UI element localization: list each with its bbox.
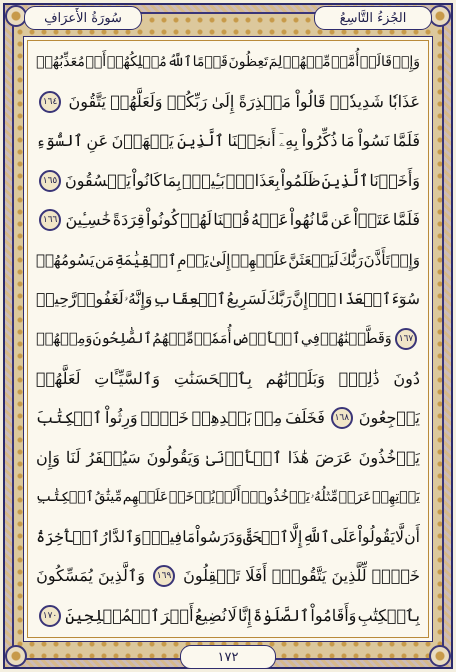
verse-word: عَرَضٞ	[338, 489, 372, 506]
verse-word: أَن	[404, 527, 420, 546]
verse-word: وَمِنۡهُمۡ	[36, 330, 93, 347]
verse-word: ذُكِّرُواْ	[301, 131, 338, 151]
verse-word: وَقَطَّعۡنَٰهُمۡ	[320, 330, 392, 347]
verse-word: ٱلۡمُصۡلِحِينَ	[65, 605, 160, 625]
verse-number-marker: ١٦٨	[331, 407, 353, 429]
verse-word: عَرَضَ	[314, 447, 353, 467]
verse-word: فِي	[300, 330, 320, 347]
verse-word: تَأَذَّنَ	[363, 250, 391, 269]
verse-line	[36, 124, 420, 158]
verse-word: رَبُّكَ	[339, 250, 364, 269]
verse-number-marker: ١٦٦	[39, 209, 61, 231]
verse-line	[36, 520, 420, 554]
verse-line	[36, 480, 420, 514]
verse-line	[36, 243, 420, 277]
verse-word: قِرَدَةً	[112, 210, 145, 230]
verse-word: بِٱلۡحَسَنَٰتِ	[173, 368, 252, 388]
verse-word: مُعَذِّبُهُمۡ	[36, 54, 85, 70]
verse-line	[36, 45, 420, 79]
verse-number-marker: ١٦٩	[153, 565, 175, 587]
verse-word: يَأۡتِهِمۡ	[372, 489, 420, 506]
verse-word: بَعۡدِهِمۡ	[191, 408, 252, 428]
verse-word: إِلَّا	[289, 527, 303, 546]
verse-word: مِّيثَٰقُ	[94, 489, 123, 506]
verse-word: ٱللَّهِ	[302, 527, 330, 546]
page-header	[24, 4, 432, 32]
verse-word: كَانُواْ	[131, 170, 162, 190]
verse-word: ٱللَّهُ	[167, 54, 192, 70]
verse-word: قُلۡنَا	[213, 210, 250, 230]
verse-word: وَٱلَّذِينَ	[97, 566, 145, 586]
verse-line	[36, 599, 420, 633]
verse-word: وَإِذۡ	[392, 54, 420, 70]
surah-name-label: سُورَةُ الأَعرَافِ	[24, 6, 142, 30]
verse-word: ٱلۡعِقَابِ	[152, 290, 227, 309]
verse-word: نُضِيعُ	[194, 605, 227, 625]
verse-word: قَالُواْ	[295, 91, 326, 111]
verse-word: مِّنۡهُمُ	[152, 330, 194, 347]
verse-word: رَبِّكُمۡ	[166, 91, 208, 111]
verse-word: وَإِنَّهُۥ	[124, 290, 153, 309]
verse-word: وَدَرَسُواْ	[195, 527, 243, 546]
verse-word: عَلَى	[330, 527, 358, 546]
verse-word: تَعۡقِلُونَ	[183, 566, 241, 586]
verse-word: بِمَا	[162, 170, 182, 190]
verse-word: ٱلصَّٰلِحُونَ	[92, 330, 153, 347]
verse-word: لَيَبۡعَثَنَّ	[288, 250, 339, 269]
verse-line	[36, 322, 420, 356]
verse-word: مُهۡلِكُهُمۡ	[106, 54, 167, 70]
verse-word: عَذَابٗا	[388, 91, 420, 111]
verse-word: مِّثۡلُهُۥ	[310, 489, 339, 506]
verse-word: أَجۡرَ	[161, 605, 194, 625]
verse-word: قَالَتۡ	[359, 54, 392, 70]
verse-word: بَـِٔيسِۭ	[182, 170, 225, 190]
juz-name-label: الجُزءُ التَّاسِعُ	[314, 6, 432, 30]
verse-word: أَلَمۡ	[215, 489, 241, 506]
verse-word: شَدِيدٗاۖ	[329, 91, 384, 111]
verse-word: بِٱلۡكِتَٰبِ	[357, 605, 420, 625]
verse-line	[36, 441, 420, 475]
verse-word: لَّا	[395, 527, 405, 546]
verse-word: قَوۡمًا	[192, 54, 228, 70]
verse-word: وَإِن	[36, 447, 60, 467]
verse-word: يَأۡخُذُوهُۚ	[241, 489, 310, 506]
verse-word: أُمَمٗاۖ	[194, 330, 232, 347]
verse-word: إِلَىٰ	[211, 91, 235, 111]
corner-ornament-icon	[429, 645, 451, 667]
verse-word: رَبَّكَ	[266, 290, 292, 309]
verse-word: لِمَ	[268, 54, 283, 70]
verse-word: وَأَخَذۡنَا	[369, 170, 420, 190]
verse-word: ٱلۡأَرۡضِ	[231, 330, 301, 347]
verse-word: يُؤۡخَذۡ	[168, 489, 216, 506]
verse-number-marker: ١٦٤	[39, 91, 61, 113]
verse-word: وَإِذۡ	[390, 250, 420, 269]
verse-word: لَسَرِيعُ	[226, 290, 267, 309]
verse-word: سَيُغۡفَرُ	[86, 447, 141, 467]
verse-line	[36, 559, 420, 593]
verse-word: وَلَعَلَّهُمۡ	[110, 91, 163, 111]
verse-word: لَعَلَّهُمۡ	[36, 368, 81, 388]
verse-word: مِنۢ	[254, 408, 283, 428]
verse-word: ٱلسُّوٓءِ	[36, 131, 83, 151]
verse-word: ٱلۡأَدۡنَىٰ	[205, 447, 282, 467]
verse-word: لَا	[227, 605, 237, 625]
verse-word: ٱلۡحَقَّ	[242, 527, 289, 546]
verse-word: عَتَوۡاْ	[353, 210, 392, 230]
verse-word: إِنَّا	[237, 605, 252, 625]
verse-word: لَنَا	[65, 447, 81, 467]
verse-word: خَيۡرٞ	[371, 566, 420, 586]
text-lines	[36, 45, 420, 633]
verse-word: إِنَّ	[292, 290, 308, 309]
verse-word: يَرۡجِعُونَ	[358, 408, 420, 428]
verse-word: ٱلۡكِتَٰبِ	[36, 489, 94, 506]
verse-word: مَعۡذِرَةً	[238, 91, 291, 111]
verse-word: مِّنۡهُمۡ	[282, 54, 331, 70]
verse-word: وَبَلَوۡنَٰهُم	[265, 368, 325, 388]
verse-word: عَلَيۡهِم	[122, 489, 169, 506]
verse-word: ٱلۡأٓخِرَةُ	[36, 527, 101, 546]
verse-word: ٱلۡعَذَابِۗ	[308, 290, 392, 309]
verse-number-marker: ١٧٠	[39, 605, 61, 627]
verse-word: نُهُواْ	[289, 210, 315, 230]
verse-word: فَلَمَّا	[392, 210, 420, 230]
verse-word: يُمَسِّكُونَ	[36, 566, 93, 586]
verse-word: ذَٰلِكَۖ	[338, 368, 380, 388]
corner-ornament-icon	[429, 5, 451, 27]
verse-word: دُونَ	[393, 368, 420, 388]
verse-word: يَتَّقُونَۚ	[271, 566, 327, 586]
verse-word: أَفَلَا	[245, 566, 267, 586]
verse-word: مَّا	[315, 210, 330, 230]
page-number: ١٧٢	[180, 645, 276, 669]
verse-word: أَنجَيۡنَا	[227, 131, 276, 151]
corner-ornament-icon	[5, 645, 27, 667]
verse-line	[36, 401, 420, 435]
verse-word: ٱلۡكِتَٰبَ	[36, 408, 103, 428]
verse-word: وَٱلسَّيِّـَٔاتِ	[94, 368, 160, 388]
verse-word: مَن	[94, 250, 115, 269]
verse-word: وَٱلدَّارُ	[100, 527, 142, 546]
verse-word: أَوۡ	[85, 54, 107, 70]
verse-word: خَٰسِـِٔينَ	[65, 210, 112, 230]
verse-word: لَهُمۡ	[180, 210, 212, 230]
verse-word: عَن	[330, 210, 353, 230]
verse-word: يَوۡمِ	[177, 250, 209, 269]
verse-word: بِهِۦٓ	[279, 131, 299, 151]
quran-text-panel	[23, 36, 433, 642]
verse-word: ٱلَّذِينَ	[321, 170, 369, 190]
verse-line	[36, 282, 420, 316]
verse-word: مَا	[182, 527, 196, 546]
verse-word: يَسُومُهُمۡ	[36, 250, 95, 269]
verse-number-marker: ١٦٧	[395, 328, 417, 350]
verse-word: ظَلَمُواْ	[280, 170, 321, 190]
verse-word: ٱلَّذِينَ	[177, 131, 225, 151]
verse-line	[36, 85, 420, 119]
verse-word: عَنۡهُ	[251, 210, 289, 230]
verse-word: فَلَمَّا	[392, 131, 420, 151]
verse-word: يَقُولُواْ	[357, 527, 395, 546]
verse-line	[36, 203, 420, 237]
verse-word: وَأَقَامُواْ	[310, 605, 357, 625]
verse-word: وَرِثُواْ	[105, 408, 138, 428]
verse-word: تَعِظُونَ	[228, 54, 269, 70]
verse-word: بِعَذَابِۭ	[225, 170, 280, 190]
verse-word: كُونُواْ	[146, 210, 180, 230]
verse-word: نَسُواْ	[357, 131, 390, 151]
verse-word: فِيهِۗ	[141, 527, 182, 546]
verse-word: عَلَيۡهِمۡ	[230, 250, 288, 269]
verse-word: إِلَىٰ	[209, 250, 231, 269]
verse-word: رَّحِيمٞ	[36, 290, 77, 309]
verse-word: مَا	[341, 131, 355, 151]
verse-word: فَخَلَفَ	[285, 408, 325, 428]
verse-word: لَغَفُورٞ	[76, 290, 124, 309]
verse-word: يَنۡهَوۡنَ	[111, 131, 174, 151]
verse-word: عَنِ	[86, 131, 109, 151]
verse-line	[36, 362, 420, 396]
verse-word: يَفۡسُقُونَ	[64, 170, 132, 190]
verse-word: هَٰذَا	[287, 447, 310, 467]
verse-number-marker: ١٦٥	[39, 170, 61, 192]
verse-word: أُمَّةٞ	[331, 54, 360, 70]
verse-line	[36, 164, 420, 198]
verse-word: يَتَّقُونَ	[68, 91, 106, 111]
verse-word: وَيَقُولُونَ	[146, 447, 201, 467]
verse-word: خَلۡفٞ	[140, 408, 189, 428]
verse-word: ٱلۡقِيَٰمَةِ	[114, 250, 177, 269]
verse-word: سُوٓءَ	[391, 290, 420, 309]
verse-word: لِّلَّذِينَ	[331, 566, 367, 586]
verse-word: يَأۡخُذُونَ	[358, 447, 420, 467]
verse-word: ٱلصَّلَوٰةَ	[252, 605, 310, 625]
